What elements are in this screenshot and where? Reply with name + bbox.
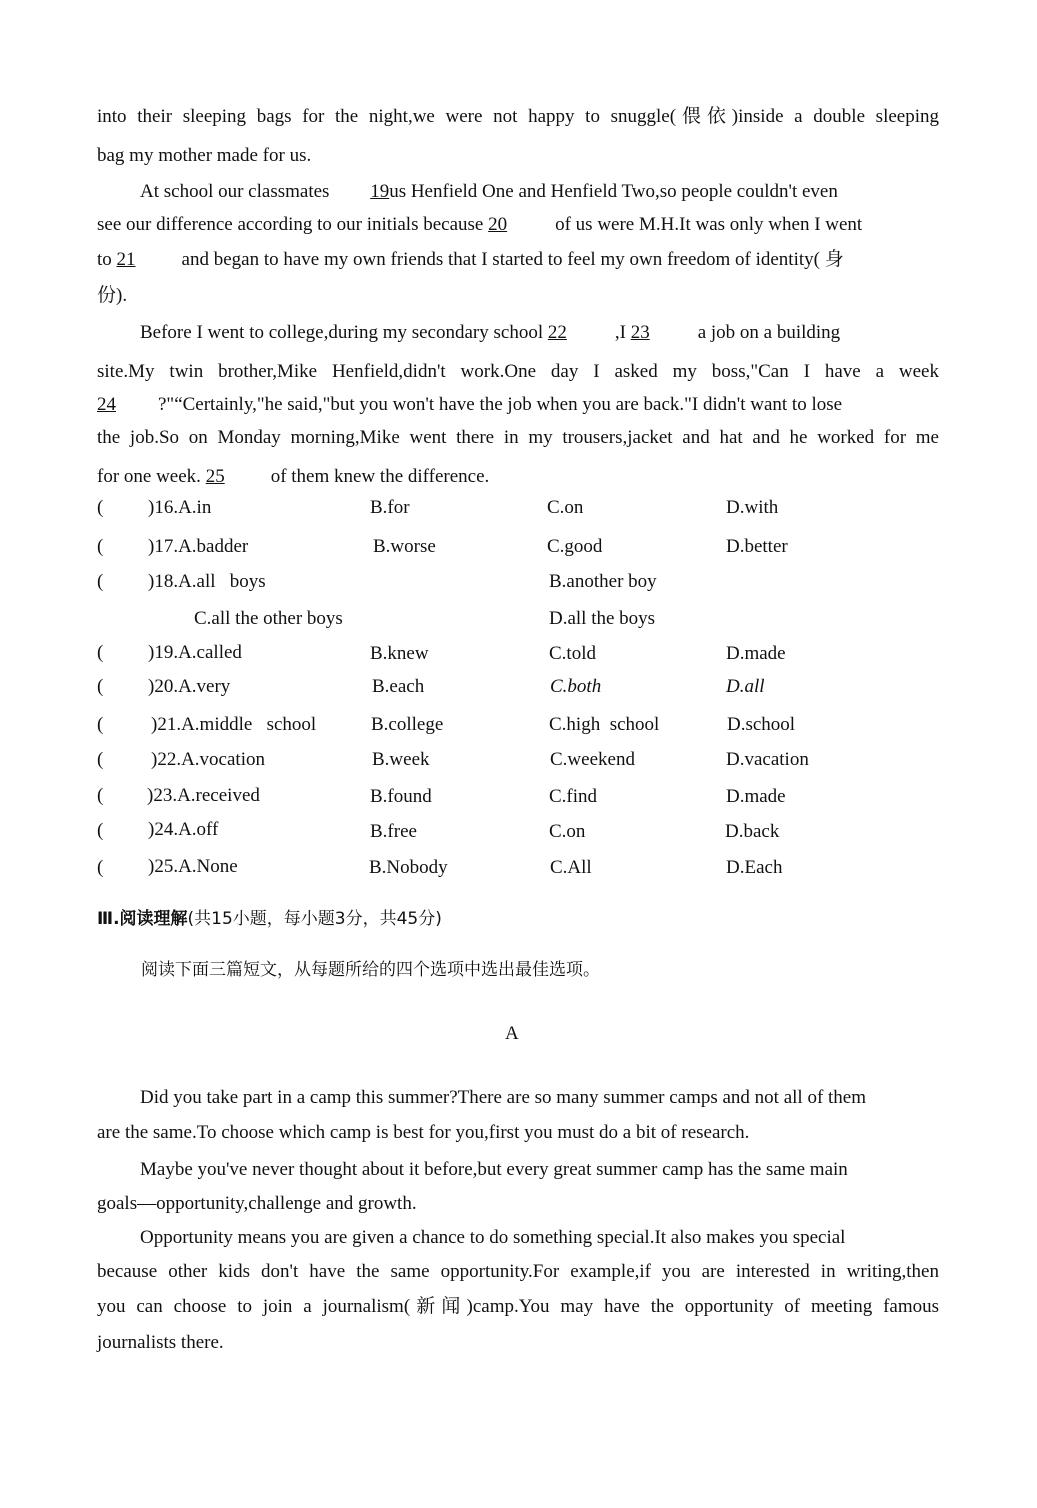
- question-option-c: C.weekend: [550, 749, 635, 770]
- passage-line: [97, 248, 939, 272]
- question-option-c: C.told: [549, 643, 596, 664]
- question-option-c: C.on: [549, 821, 586, 842]
- question-option-a: )21.A.middle school: [151, 714, 317, 735]
- passage-text: see our difference according to our initials because: [97, 214, 489, 235]
- passage-line: [97, 1158, 939, 1182]
- blank-23: 23: [630, 322, 650, 343]
- question-option-a: )16.A.in: [148, 497, 212, 518]
- question-option-a: )25.A.None: [148, 856, 238, 877]
- passage-text: and began to have my own friends that I started to feel my own freedom of identity( 身: [181, 249, 844, 270]
- passage-text: Opportunity means you are given a chance to do something special.It also makes you special: [140, 1227, 846, 1248]
- question-option-c: C.on: [547, 497, 584, 518]
- passage-text: for one week.: [97, 466, 206, 487]
- question-option-a: )18.A.all boys: [148, 571, 266, 592]
- passage-label: A: [505, 1023, 519, 1044]
- passage-text: Before I went to college,during my secondary school: [140, 322, 548, 343]
- passage-text: to: [97, 249, 117, 270]
- question-paren: (: [97, 536, 104, 557]
- passage-line: you can choose to join a journalism(新闻)camp.You may have the opportunity of meeting famous: [97, 1296, 939, 1317]
- blank-19: 19: [370, 181, 390, 202]
- passage-line: [97, 465, 939, 489]
- passage-text: of us were M.H.It was only when I went: [555, 214, 863, 235]
- question-option-b: B.worse: [373, 536, 436, 557]
- blank-20: 20: [488, 214, 508, 235]
- question-option-a: )24.A.off: [148, 819, 219, 840]
- passage-line: the job.So on Monday morning,Mike went there in my trousers,jacket and hat and he worked for me: [97, 427, 939, 448]
- passage-line: site.My twin brother,Mike Henfield,didn't work.One day I asked my boss,"Can I have a week: [97, 361, 939, 382]
- passage-line: are the same.To choose which camp is best for you,first you must do a bit of research.: [97, 1122, 750, 1143]
- question-option-b: B.each: [372, 676, 425, 697]
- question-option-b: B.week: [372, 749, 430, 770]
- question-option-a: )22.A.vocation: [151, 749, 265, 770]
- question-option-b: B.free: [370, 821, 417, 842]
- section-score-note: (共15小题，每小题3分，共45分): [187, 909, 442, 929]
- question-option-d: D.with: [726, 497, 779, 518]
- passage-line: [97, 1226, 939, 1250]
- passage-line: because other kids don't have the same opportunity.For example,if you are interested in writing,then: [97, 1261, 939, 1282]
- passage-line: bag my mother made for us.: [97, 145, 312, 166]
- blank-24: 24: [97, 394, 116, 415]
- question-option-d: D.Each: [726, 857, 783, 878]
- question-option-d: D.vacation: [726, 749, 809, 770]
- passage-text: Maybe you've never thought about it before,but every great summer camp has the same main: [140, 1159, 848, 1180]
- question-option-d: D.all the boys: [549, 608, 656, 629]
- passage-line: [97, 1086, 939, 1110]
- question-option-b: B.another boy: [549, 571, 657, 592]
- blank-25: 25: [205, 466, 225, 487]
- section-instruction: 阅读下面三篇短文，从每题所给的四个选项中选出最佳选项。: [141, 960, 600, 980]
- question-option-d: D.better: [726, 536, 788, 557]
- passage-line: journalists there.: [97, 1332, 224, 1353]
- question-option-d: D.school: [727, 714, 796, 735]
- blank-21: 21: [116, 249, 136, 270]
- question-option-d: D.made: [726, 786, 786, 807]
- question-option-a: )17.A.badder: [148, 536, 249, 557]
- question-option-b: B.knew: [370, 643, 429, 664]
- question-option-c: C.both: [550, 676, 602, 697]
- passage-line: [97, 180, 939, 204]
- question-option-c: C.high school: [549, 714, 660, 735]
- passage-text: of them knew the difference.: [270, 466, 490, 487]
- question-option-c: C.all the other boys: [194, 608, 343, 629]
- section-heading: [97, 907, 442, 931]
- question-option-b: B.Nobody: [369, 857, 448, 878]
- passage-line: 份).: [97, 285, 128, 306]
- question-option-b: B.college: [371, 714, 444, 735]
- question-paren: (: [97, 497, 104, 518]
- section-title: Ⅲ.阅读理解: [97, 909, 188, 929]
- question-option-c: C.good: [547, 536, 603, 557]
- question-option-d: D.all: [726, 676, 765, 697]
- question-option-d: D.back: [725, 821, 780, 842]
- passage-line: goals—opportunity,challenge and growth.: [97, 1193, 417, 1214]
- question-paren: (: [97, 820, 104, 841]
- question-option-a: )20.A.very: [148, 676, 231, 697]
- question-option-d: D.made: [726, 643, 786, 664]
- question-option-b: B.for: [370, 497, 410, 518]
- passage-text: ,I: [614, 322, 631, 343]
- question-paren: (: [97, 857, 104, 878]
- question-option-a: )19.A.called: [148, 642, 242, 663]
- passage-line: into their sleeping bags for the night,we were not happy to snuggle(偎依)inside a double sleeping: [97, 106, 939, 127]
- passage-line: [97, 393, 939, 417]
- question-paren: (: [97, 571, 104, 592]
- passage-text: At school our classmates: [140, 181, 335, 202]
- question-paren: (: [97, 642, 104, 663]
- passage-text: a job on a building: [697, 322, 841, 343]
- question-paren: (: [97, 785, 104, 806]
- passage-line: [97, 321, 939, 345]
- question-option-b: B.found: [370, 786, 432, 807]
- passage-line: [97, 213, 939, 237]
- question-option-c: C.find: [549, 786, 598, 807]
- question-paren: (: [97, 676, 104, 697]
- question-option-c: C.All: [550, 857, 592, 878]
- question-paren: (: [97, 749, 104, 770]
- blank-22: 22: [547, 322, 567, 343]
- passage-text: ?"“Certainly,"he said,"but you won't have the job when you are back."I didn't want to lose: [158, 394, 843, 415]
- passage-text: Did you take part in a camp this summer?There are so many summer camps and not all of them: [140, 1087, 867, 1108]
- passage-text: us Henfield One and Henfield Two,so people couldn't even: [389, 181, 838, 202]
- question-paren: (: [97, 714, 104, 735]
- question-option-a: )23.A.received: [147, 785, 260, 806]
